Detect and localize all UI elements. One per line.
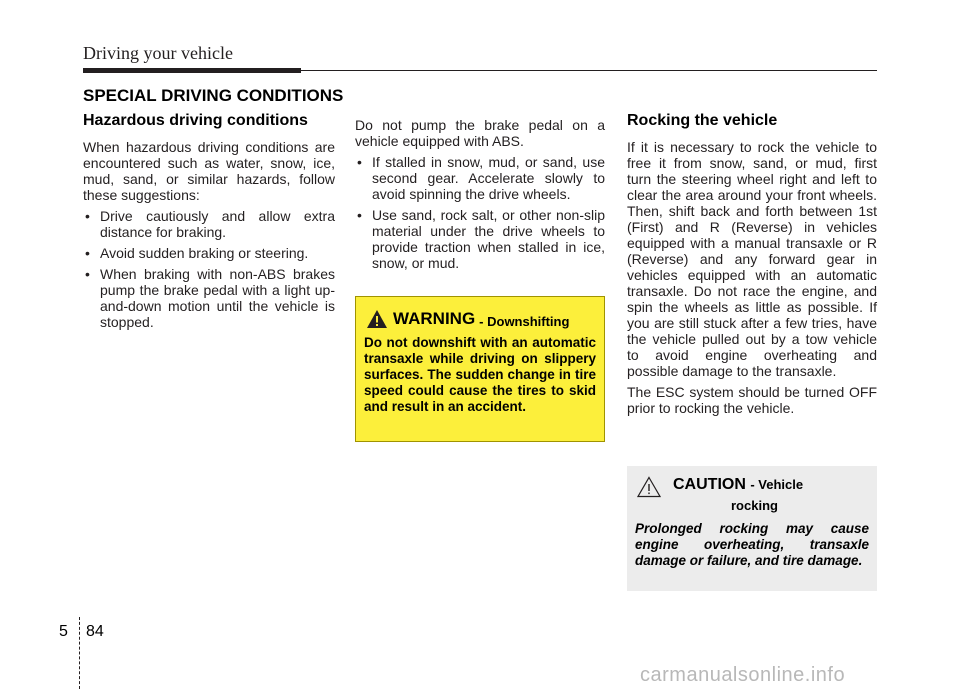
list-item: • Use sand, rock salt, or other non-slip material under the drive wheels to provide traction when stalled in ice, snow, or mud. xyxy=(355,207,605,271)
caution-header xyxy=(635,476,869,498)
hazardous-intro: When hazardous driving conditions are encountered such as water, snow, ice, mud, sand, or similar hazards, follow these suggestions: xyxy=(83,139,335,203)
abs-intro: Do not pump the brake pedal on a vehicle equipped with ABS. xyxy=(355,117,605,149)
rocking-heading: Rocking the vehicle xyxy=(627,112,778,129)
header-rule-thin xyxy=(301,70,877,71)
warning-label: WARNING xyxy=(393,309,476,328)
chapter-number: 5 xyxy=(59,623,68,640)
header-rule-thick xyxy=(83,68,301,73)
rocking-paragraph-2: The ESC system should be turned OFF prior to rocking the vehicle. xyxy=(627,384,877,416)
caution-text: Prolonged rocking may cause engine overheating, transaxle damage or failure, and tire damage. xyxy=(635,521,869,568)
column-rocking xyxy=(627,112,877,421)
caution-box xyxy=(627,466,877,591)
header-title: Driving your vehicle xyxy=(83,43,233,63)
rocking-paragraph-1: If it is necessary to rock the vehicle to free it from snow, sand, or mud, first turn the steering wheel right and left to clear the area around your front wheels. Then, shift back and forth between 1st (First) and R (Reverse) in vehicles equipped with a manual transaxle or R (Reverse) and any forward gear in vehicles equipped with an automatic transaxle. Do not race the engine, and spin the wheels as little as possible. If you are still stuck after a few tries, have the vehicle pulled out by a tow vehicle to avoid engine overheating and possible damage to the transaxle. xyxy=(627,139,877,379)
list-item: • When braking with non-ABS brakes pump the brake pedal with a light up-and-down motion until the vehicle is stopped. xyxy=(83,266,335,330)
caution-triangle-icon xyxy=(637,476,661,498)
warning-subtitle: - Downshifting xyxy=(479,314,570,329)
abs-list xyxy=(355,154,605,271)
warning-header xyxy=(366,307,596,329)
section-title: SPECIAL DRIVING CONDITIONS xyxy=(83,86,344,105)
warning-text: Do not downshift with an automatic transaxle while driving on slippery surfaces. The sudden change in tire speed could cause the tires to skid and result in an accident. xyxy=(364,335,596,414)
column-hazardous xyxy=(83,112,335,335)
warning-triangle-icon xyxy=(366,309,388,329)
page-number: 84 xyxy=(86,623,104,640)
caution-subtitle-line2: rocking xyxy=(731,498,778,513)
page-number-divider xyxy=(79,617,80,689)
list-item: • Drive cautiously and allow extra distance for braking. xyxy=(83,208,335,240)
hazardous-list xyxy=(83,208,335,330)
caution-subtitle: - Vehicle xyxy=(750,477,804,492)
caution-label: CAUTION xyxy=(673,476,746,493)
list-item: • If stalled in snow, mud, or sand, use second gear. Accelerate slowly to avoid spinning the drive wheels. xyxy=(355,154,605,202)
watermark: carmanualsonline.info xyxy=(640,664,846,686)
warning-box xyxy=(355,296,605,442)
hazardous-heading: Hazardous driving conditions xyxy=(83,112,308,129)
list-item: • Avoid sudden braking or steering. xyxy=(83,245,335,261)
column-abs xyxy=(355,117,605,276)
